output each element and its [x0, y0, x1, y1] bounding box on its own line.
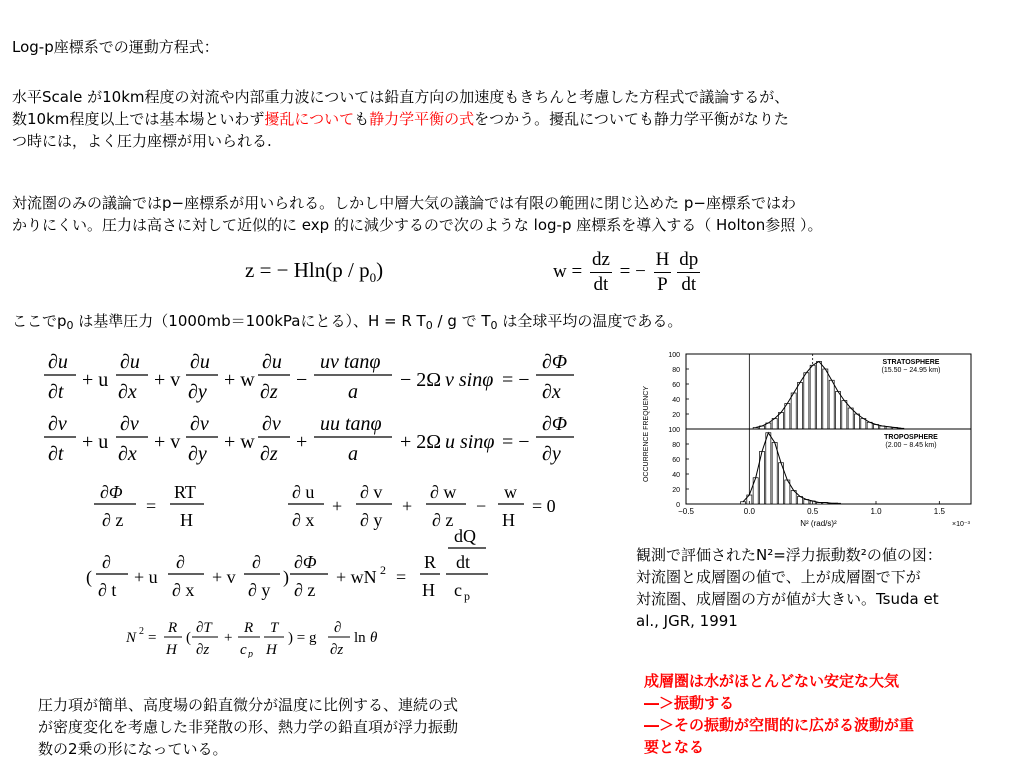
y-tick-label: 20 — [672, 487, 680, 494]
svg-text:∂Φ: ∂Φ — [100, 482, 123, 502]
svg-text:2: 2 — [380, 563, 386, 577]
svg-text:∂ u: ∂ u — [292, 482, 315, 502]
note-line-1: 成層圏は水がほとんどない安定な大気 — [644, 672, 900, 690]
svg-text:+ u: + u — [82, 369, 109, 391]
svg-text:∂x: ∂x — [542, 381, 561, 403]
svg-text:dt: dt — [456, 552, 471, 572]
svg-text:=: = — [396, 567, 407, 587]
svg-text:RT: RT — [174, 482, 196, 502]
logp-paragraph — [12, 192, 1012, 236]
panel-range: (15.50 − 24.95 km) — [881, 367, 941, 374]
svg-text:c: c — [240, 642, 247, 658]
svg-text:∂t: ∂t — [48, 443, 64, 465]
svg-text:∂z: ∂z — [330, 642, 344, 658]
y-tick-label: 100 — [668, 352, 680, 359]
svg-text:+: + — [332, 496, 343, 516]
thermodynamic-equation — [86, 526, 488, 603]
y-tick-label: 40 — [672, 472, 680, 479]
svg-text:∂v: ∂v — [190, 413, 209, 435]
stratosphere-note — [644, 670, 1014, 758]
y-tick-label: 20 — [672, 412, 680, 419]
y-axis-label: OCCURRENCE FREQUENCY — [643, 385, 650, 483]
svg-text:+ wN: + wN — [336, 567, 377, 587]
equation-notes — [38, 694, 598, 760]
x-axis-label: N² (rad/s)² — [800, 519, 837, 528]
svg-text:R: R — [244, 620, 254, 636]
svg-text:+ u: + u — [82, 431, 109, 453]
svg-text:∂ w: ∂ w — [430, 482, 457, 502]
y-tick-label: 80 — [672, 442, 680, 449]
definition-line: ここで$p_0$ は基準圧力（1000mb＝100kPaにとる）、H = R $T_0$ / g で $T_0$ は全球平均の温度である。 — [12, 312, 683, 332]
svg-text:=: = — [146, 496, 157, 516]
svg-text:+ v: + v — [212, 567, 236, 587]
svg-text:∂: ∂ — [176, 552, 185, 572]
x-tick-label: 0.5 — [807, 507, 819, 516]
svg-text:p: p — [464, 589, 470, 603]
svg-text:v sinφ: v sinφ — [445, 369, 494, 391]
x-tick-label: 1.5 — [933, 507, 945, 516]
equations-block — [30, 348, 630, 658]
svg-text:+: + — [402, 496, 413, 516]
svg-text:∂Φ: ∂Φ — [542, 413, 568, 435]
v-momentum-equation — [44, 413, 574, 465]
svg-text:∂u: ∂u — [190, 351, 210, 373]
svg-text:c: c — [454, 580, 462, 600]
histogram-bar — [772, 443, 777, 505]
histogram-bar — [854, 414, 859, 429]
highlight-disturbance: 擾乱について — [264, 110, 355, 128]
n2-histogram-figure — [626, 344, 991, 534]
y-tick-label: 60 — [672, 382, 680, 389]
svg-text:+ 2Ω: + 2Ω — [400, 431, 442, 453]
histogram-bar — [835, 392, 840, 430]
panel-title: TROPOSPHERE — [884, 434, 938, 441]
svg-text:R: R — [424, 552, 437, 572]
svg-text:∂u: ∂u — [120, 351, 140, 373]
svg-text:2: 2 — [139, 626, 144, 637]
svg-text:∂Φ: ∂Φ — [542, 351, 568, 373]
histogram-bar — [785, 404, 790, 430]
histogram-bar — [848, 408, 853, 429]
svg-text:∂v: ∂v — [262, 413, 281, 435]
svg-text:+ v: + v — [154, 431, 181, 453]
svg-text:∂z: ∂z — [260, 443, 278, 465]
panel-title: STRATOSPHERE — [882, 359, 940, 366]
z-definition-equation: z = − $Hln(p / p_0)$ — [245, 258, 384, 285]
svg-text:a: a — [348, 381, 358, 403]
svg-text:∂ y: ∂ y — [248, 580, 271, 600]
svg-text:∂y: ∂y — [188, 381, 207, 403]
svg-text:uu tanφ: uu tanφ — [320, 413, 382, 435]
svg-text:u sinφ: u sinφ — [445, 431, 495, 453]
svg-text:=: = — [148, 630, 157, 646]
svg-text:+: + — [224, 630, 233, 646]
svg-text:(: ( — [86, 567, 92, 587]
histogram-bar — [816, 362, 821, 430]
svg-text:w: w — [504, 482, 517, 502]
svg-text:= −: = − — [502, 431, 530, 453]
svg-text:∂: ∂ — [102, 552, 111, 572]
intro-paragraph — [12, 86, 1012, 152]
svg-text:∂T: ∂T — [196, 620, 212, 636]
note-line-3: ―＞その振動が空間的に広がる波動が重 — [644, 716, 915, 734]
histogram-bar — [823, 369, 828, 429]
svg-text:) = g: ) = g — [288, 630, 317, 646]
svg-text:R: R — [168, 620, 178, 636]
caption-line-1: 観測で評価されたN²=浮力振動数²の値の図： — [636, 546, 942, 564]
svg-text:ln: ln — [354, 630, 366, 646]
w-definition-equation: w = $\frac{dz}{dt}$ = − $\frac{H}{P}$ $\frac{dp}{dt}$ — [553, 249, 699, 295]
bottom-line-2: が密度変化を考慮した非発散の形、熱力学の鉛直項が浮力振動 — [38, 718, 459, 736]
svg-text:−: − — [296, 369, 308, 391]
note-line-4: 要となる — [644, 738, 705, 756]
svg-text:∂t: ∂t — [48, 381, 64, 403]
svg-text:∂v: ∂v — [120, 413, 139, 435]
svg-text:H: H — [180, 510, 193, 530]
svg-text:θ: θ — [370, 630, 378, 646]
continuity-equation — [288, 482, 556, 530]
histogram-bar — [740, 502, 745, 504]
x-axis-multiplier: ×10⁻³ — [952, 521, 970, 528]
svg-text:∂: ∂ — [252, 552, 261, 572]
intro-line-2: 数10km程度以上では基本場といわず擾乱についても静力学平衡の式をつかう。擾乱についても静力学平衡がなりた — [12, 110, 789, 128]
svg-text:H: H — [166, 642, 177, 658]
svg-text:∂y: ∂y — [542, 443, 561, 465]
svg-text:∂ x: ∂ x — [172, 580, 195, 600]
svg-text:∂z: ∂z — [196, 642, 210, 658]
y-tick-label: 100 — [668, 427, 680, 434]
svg-text:∂Φ: ∂Φ — [294, 552, 317, 572]
svg-text:a: a — [348, 443, 358, 465]
svg-text:− 2Ω: − 2Ω — [400, 369, 442, 391]
svg-text:∂u: ∂u — [48, 351, 68, 373]
brunt-vaisala-equation — [125, 620, 378, 658]
svg-text:+ w: + w — [224, 431, 255, 453]
intro-line-1: 水平Scale が10km程度の対流や内部重力波については鉛直方向の加速度もきちんと考慮した方程式で議論するが、 — [12, 88, 790, 106]
histogram-bar — [766, 433, 771, 504]
figure-caption — [636, 544, 1016, 632]
bottom-line-1: 圧力項が簡単、高度場の鉛直微分が温度に比例する、連続の式 — [38, 696, 459, 714]
caption-line-3: 対流圏、成層圏の方が値が大きい。Tsuda et — [636, 590, 939, 608]
bottom-line-3: 数の2乗の形になっている。 — [38, 740, 228, 758]
svg-text:−: − — [476, 496, 487, 516]
svg-text:∂ x: ∂ x — [292, 510, 315, 530]
svg-text:+ u: + u — [134, 567, 158, 587]
note-line-2: ―＞振動する — [644, 694, 735, 712]
svg-text:): ) — [283, 567, 289, 587]
highlight-hydrostatic: 静力学平衡の式 — [369, 110, 475, 128]
svg-text:p: p — [248, 649, 253, 658]
hydrostatic-equation — [94, 482, 204, 530]
u-momentum-equation — [44, 351, 574, 403]
logp-line-1: 対流圏のみの議論ではp−座標系が用いられる。しかし中層大気の議論では有限の範囲に閉じ込めた p−座標系ではわ — [12, 194, 796, 212]
svg-text:= 0: = 0 — [532, 496, 556, 516]
caption-line-2: 対流圏と成層圏の値で、上が成層圏で下が — [636, 568, 921, 586]
svg-text:(: ( — [186, 630, 191, 646]
y-tick-label: 80 — [672, 367, 680, 374]
svg-text:uv tanφ: uv tanφ — [320, 351, 381, 373]
svg-text:H: H — [502, 510, 515, 530]
panel-range: (2.00 − 8.45 km) — [885, 442, 937, 449]
svg-text:+ v: + v — [154, 369, 181, 391]
caption-line-4: al., JGR, 1991 — [636, 612, 738, 630]
page-title: Log-p座標系での運動方程式： — [12, 38, 219, 56]
svg-text:∂ t: ∂ t — [98, 580, 117, 600]
histogram-bar — [829, 380, 834, 429]
svg-text:∂y: ∂y — [188, 443, 207, 465]
histogram-bar — [791, 393, 796, 429]
svg-text:∂x: ∂x — [118, 381, 137, 403]
x-tick-label: 0.0 — [743, 507, 755, 516]
y-tick-label: 40 — [672, 397, 680, 404]
svg-text:H: H — [266, 642, 277, 658]
histogram-bar — [778, 413, 783, 430]
logp-line-2: かりにくい。圧力は高さに対して近似的に exp 的に減少するので次のような log-p 座標系を導入する（ Holton参照 ）。 — [12, 216, 823, 234]
svg-text:∂ v: ∂ v — [360, 482, 383, 502]
svg-text:∂v: ∂v — [48, 413, 67, 435]
svg-text:+: + — [296, 431, 308, 453]
y-tick-label: 60 — [672, 457, 680, 464]
svg-text:= −: = − — [502, 369, 530, 391]
histogram-bar — [797, 383, 802, 430]
n2-histogram-chart — [626, 344, 991, 534]
svg-text:∂: ∂ — [334, 620, 342, 636]
x-tick-label: 1.0 — [870, 507, 882, 516]
svg-text:∂ z: ∂ z — [432, 510, 454, 530]
svg-text:∂ z: ∂ z — [102, 510, 124, 530]
histogram-bar — [842, 401, 847, 430]
svg-text:H: H — [422, 580, 435, 600]
svg-text:∂ z: ∂ z — [294, 580, 316, 600]
intro-line-3: つ時には，よく圧力座標が用いられる. — [12, 132, 272, 150]
y-tick-label: 0 — [676, 502, 680, 509]
svg-text:∂x: ∂x — [118, 443, 137, 465]
svg-text:∂z: ∂z — [260, 381, 278, 403]
svg-text:N: N — [126, 630, 137, 646]
svg-text:+ w: + w — [224, 369, 255, 391]
svg-text:∂ y: ∂ y — [360, 510, 383, 530]
svg-text:∂u: ∂u — [262, 351, 282, 373]
svg-text:T: T — [270, 620, 279, 636]
svg-text:dQ: dQ — [454, 526, 476, 546]
histogram-bar — [810, 365, 815, 429]
x-tick-label: −0.5 — [678, 507, 694, 516]
histogram-bar — [804, 373, 809, 429]
